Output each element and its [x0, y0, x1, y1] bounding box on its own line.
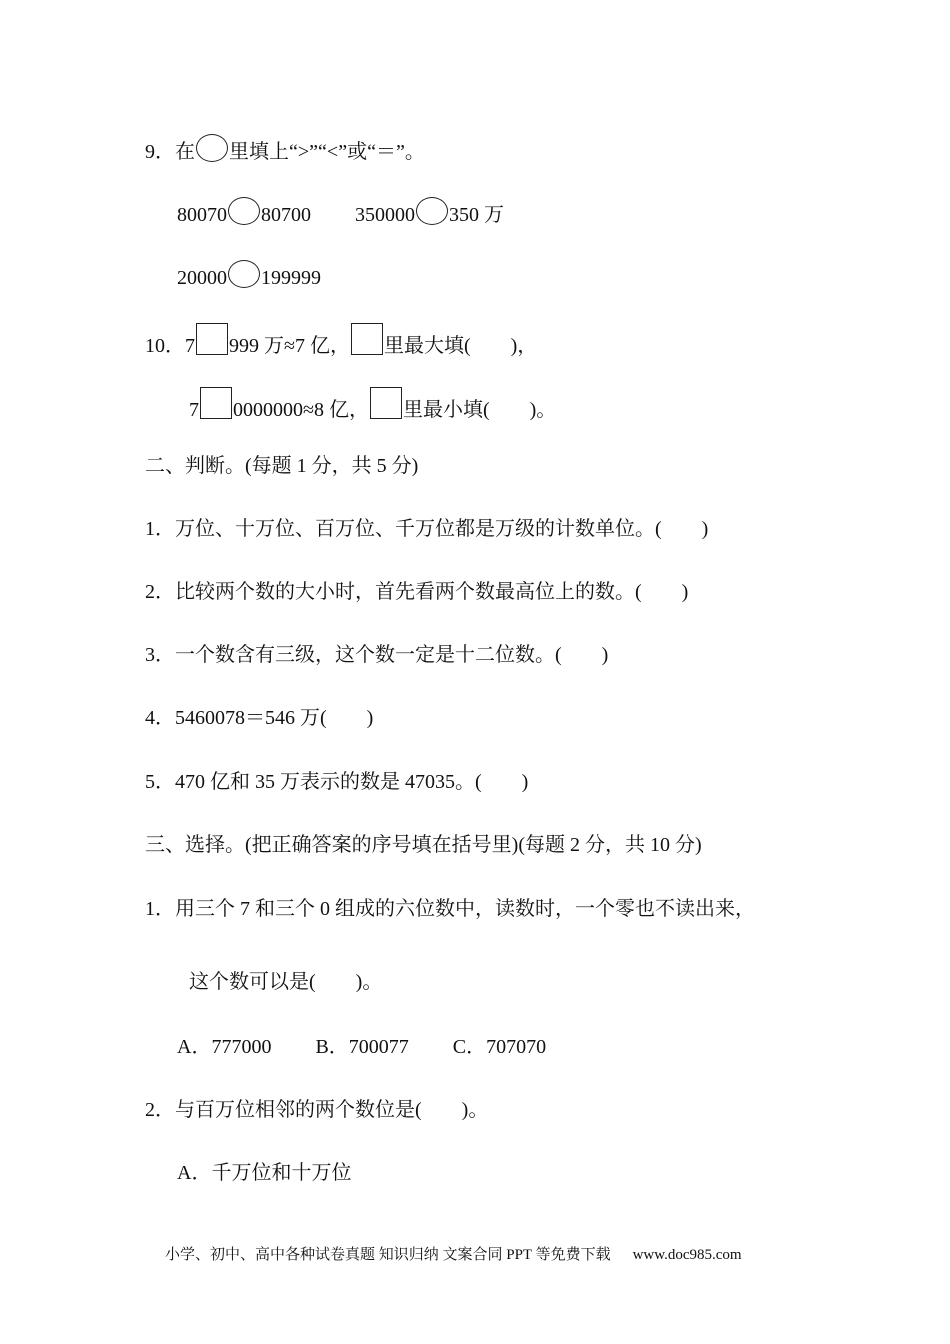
footer-url[interactable]: www.doc985.com — [632, 1247, 742, 1263]
q9-number: 20000 — [177, 267, 227, 289]
q10-line-1 — [145, 323, 537, 360]
q10-number: 10．7 — [145, 335, 195, 357]
answer-circle[interactable] — [196, 134, 228, 162]
q10-number: 7 — [189, 399, 199, 421]
choice-q2-option-a[interactable]: A．千万位和十万位 — [177, 1162, 352, 1184]
q9-line — [145, 134, 425, 166]
footer-text: 小学、初中、高中各种试卷真题 知识归纳 文案合同 PPT 等免费下载 — [165, 1247, 611, 1263]
choice-q1-line-2: 这个数可以是( )。 — [189, 971, 383, 993]
judge-item-4: 4．5460078＝546 万( ) — [145, 707, 374, 729]
q10-text: 999 万≈7 亿， — [229, 335, 350, 357]
answer-circle[interactable] — [416, 197, 448, 225]
q9-instruction: 里填上“>”“<”或“＝”。 — [229, 141, 425, 163]
q9-row-2 — [177, 260, 321, 292]
q9-number: 350000 — [355, 204, 415, 226]
judge-item-1: 1．万位、十万位、百万位、千万位都是万级的计数单位。( ) — [145, 518, 709, 540]
page-footer — [165, 1244, 742, 1266]
judge-item-3: 3．一个数含有三级，这个数一定是十二位数。( ) — [145, 644, 609, 666]
answer-box[interactable] — [200, 387, 232, 419]
q9-number: 199999 — [261, 267, 321, 289]
answer-box[interactable] — [196, 323, 228, 355]
answer-box[interactable] — [351, 323, 383, 355]
q9-number: 350 万 — [449, 204, 504, 226]
q10-line-2 — [189, 387, 556, 424]
section-2-title: 二、判断。(每题 1 分，共 5 分) — [145, 455, 419, 477]
option-c[interactable]: C．707070 — [452, 1036, 547, 1058]
answer-circle[interactable] — [228, 260, 260, 288]
q10-text: 里最小填( )。 — [402, 399, 557, 421]
q9-number: 80070 — [177, 204, 227, 226]
q10-text: 0000000≈8 亿， — [233, 399, 369, 421]
q9-number: 80700 — [261, 204, 311, 226]
choice-q1-line-1: 1．用三个 7 和三个 0 组成的六位数中，读数时，一个零也不读出来， — [145, 898, 755, 920]
choice-q2: 2．与百万位相邻的两个数位是( )。 — [145, 1099, 489, 1121]
option-a[interactable]: A．777000 — [177, 1036, 272, 1058]
choice-q1-options — [177, 1033, 546, 1061]
answer-box[interactable] — [370, 387, 402, 419]
judge-item-2: 2．比较两个数的大小时，首先看两个数最高位上的数。( ) — [145, 581, 689, 603]
section-3-title: 三、选择。(把正确答案的序号填在括号里)(每题 2 分，共 10 分) — [145, 834, 702, 856]
judge-item-5: 5．470 亿和 35 万表示的数是 47035。( ) — [145, 771, 529, 793]
q10-text: 里最大填( )， — [383, 335, 538, 357]
q9-prefix: 9．在 — [145, 141, 195, 163]
answer-circle[interactable] — [228, 197, 260, 225]
option-b[interactable]: B．700077 — [315, 1036, 409, 1058]
q9-row-1 — [177, 197, 504, 229]
